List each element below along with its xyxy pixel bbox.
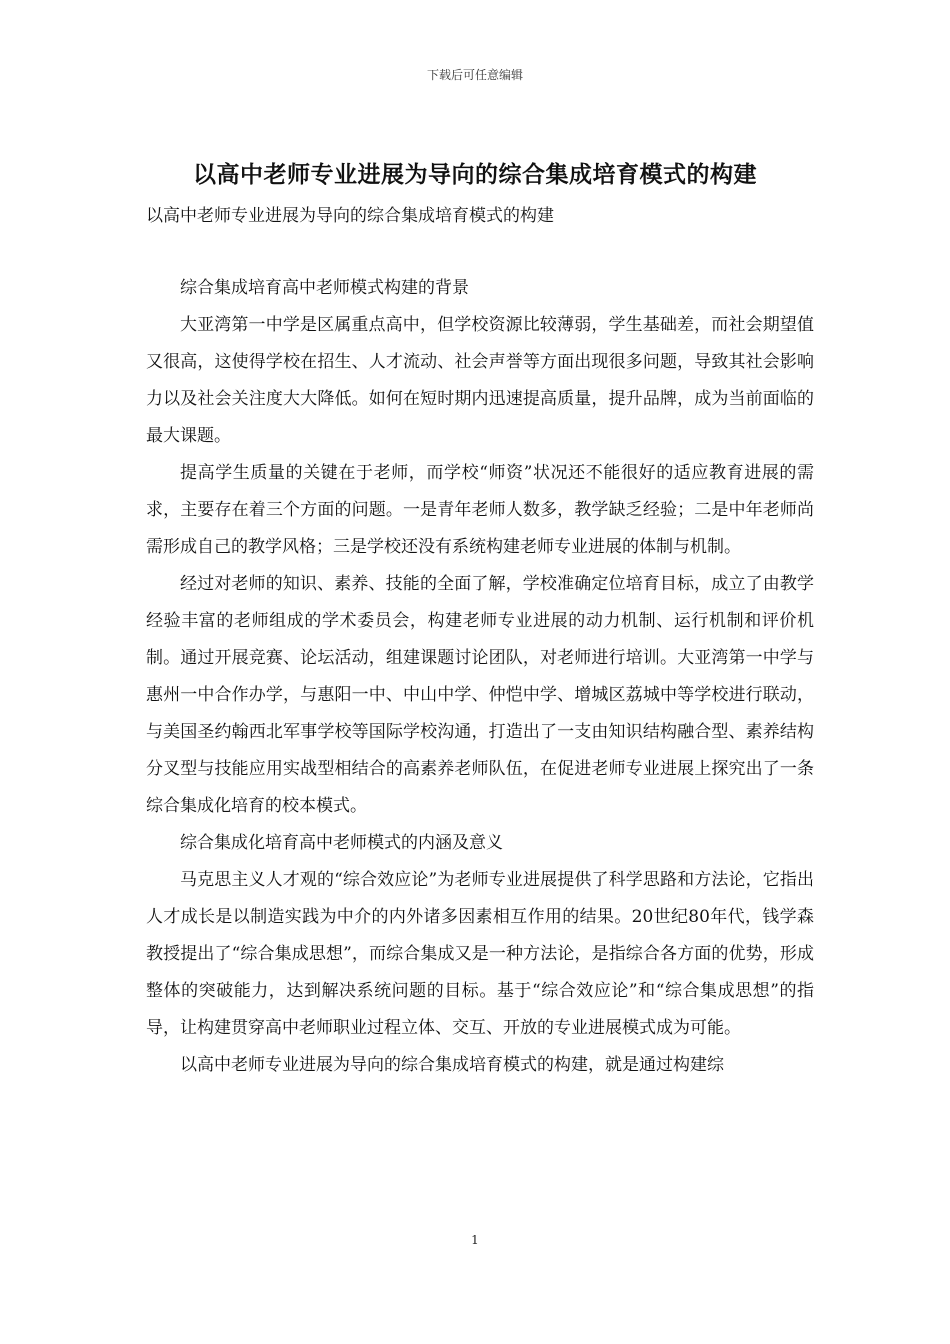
- document-title: 以高中老师专业进展为导向的综合集成培育模式的构建: [193, 161, 757, 188]
- body-paragraph: 以高中老师专业进展为导向的综合集成培育模式的构建，就是通过构建综: [180, 1055, 724, 1075]
- page-header: 下载后可任意编辑: [426, 68, 523, 82]
- body-paragraph: 提高学生质量的关键在于老师，而学校“师资”状况还不能很好的适应教育进展的需求，主要存在着三个方面的问题。一是青年老师人数多，教学缺乏经验；二是中年老师尚需形成自己的教学风格；三是学校还没有系统构建老师专业进展的体制与机制。: [146, 463, 814, 557]
- document-subtitle: 以高中老师专业进展为导向的综合集成培育模式的构建: [146, 206, 554, 226]
- document-body: [146, 270, 814, 1084]
- body-paragraph: 大亚湾第一中学是区属重点高中，但学校资源比较薄弱，学生基础差，而社会期望值又很高，这使得学校在招生、人才流动、社会声誉等方面出现很多问题，导致其社会影响力以及社会关注度大大降低。如何在短时期内迅速提高质量，提升品牌，成为当前面临的最大课题。: [146, 315, 814, 446]
- body-paragraph: 马克思主义人才观的“综合效应论”为老师专业进展提供了科学思路和方法论，它指出人才成长是以制造实践为中介的内外诸多因素相互作用的结果。20世纪80年代，钱学森教授提出了“综合集成思想”，而综合集成又是一种方法论，是指综合各方面的优势，形成整体的突破能力，达到解决系统问题的目标。基于“综合效应论”和“综合集成思想”的指导，让构建贯穿高中老师职业过程立体、交互、开放的专业进展模式成为可能。: [146, 870, 814, 1038]
- page-number: 1: [471, 1233, 479, 1247]
- body-paragraph: 经过对老师的知识、素养、技能的全面了解，学校准确定位培育目标，成立了由教学经验丰富的老师组成的学术委员会，构建老师专业进展的动力机制、运行机制和评价机制。通过开展竞赛、论坛活动，组建课题讨论团队，对老师进行培训。大亚湾第一中学与惠州一中合作办学，与惠阳一中、中山中学、仲恺中学、增城区荔城中等学校进行联动，与美国圣约翰西北军事学校等国际学校沟通，打造出了一支由知识结构融合型、素养结构分叉型与技能应用实战型相结合的高素养老师队伍，在促进老师专业进展上探究出了一条综合集成化培育的校本模式。: [146, 574, 814, 816]
- section-heading-background: 综合集成培育高中老师模式构建的背景: [180, 278, 469, 298]
- section-heading-meaning: 综合集成化培育高中老师模式的内涵及意义: [180, 833, 503, 853]
